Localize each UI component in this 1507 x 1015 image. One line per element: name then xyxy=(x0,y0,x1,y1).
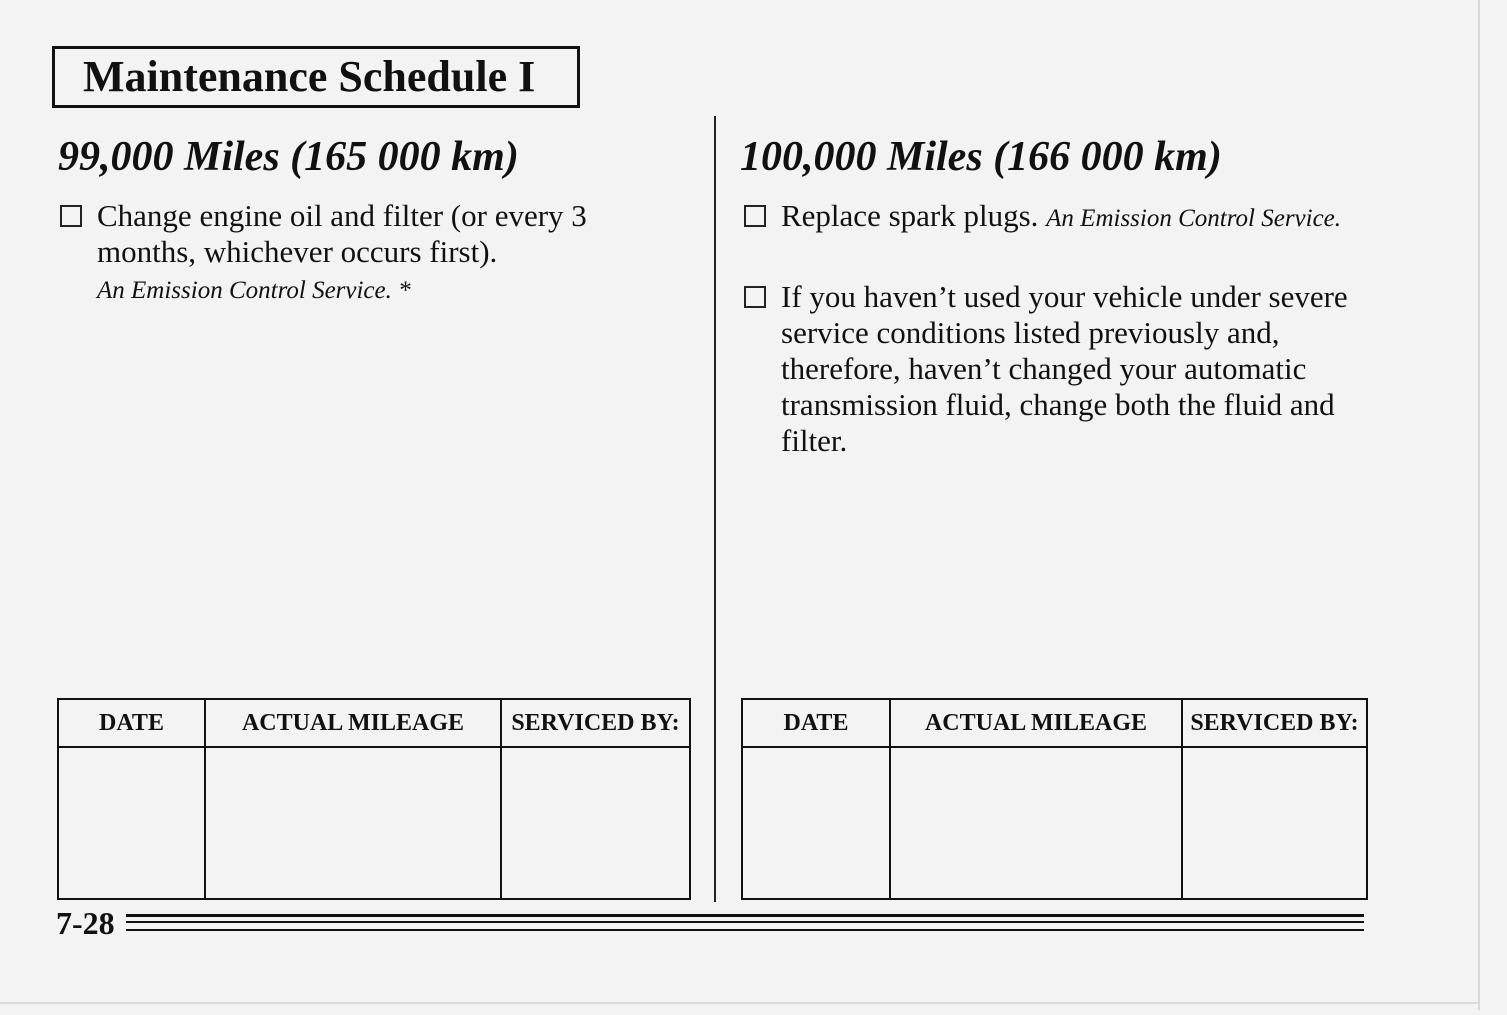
item-note: An Emission Control Service. * xyxy=(97,277,411,304)
footer-rule xyxy=(126,914,1364,917)
column-divider xyxy=(714,116,716,902)
mileage-heading-99000: 99,000 Miles (165 000 km) xyxy=(58,134,519,180)
serviced-by-cell[interactable] xyxy=(501,747,690,899)
checklist-item-spark-plugs xyxy=(744,198,1364,237)
service-log-table-99000 xyxy=(57,698,691,900)
serviced-by-cell[interactable] xyxy=(1182,747,1367,899)
mileage-heading-100000: 100,000 Miles (166 000 km) xyxy=(740,134,1222,180)
mileage-cell[interactable] xyxy=(890,747,1182,899)
page-title: Maintenance Schedule I xyxy=(52,46,580,108)
table-row xyxy=(742,747,1367,899)
table-header-row xyxy=(58,699,690,747)
footer-rule xyxy=(126,929,1364,931)
service-log-table-100000 xyxy=(741,698,1368,900)
mileage-cell[interactable] xyxy=(205,747,501,899)
column-header-actual-mileage: ACTUAL MILEAGE xyxy=(890,699,1182,747)
page-edge-right xyxy=(1478,0,1480,1010)
date-cell[interactable] xyxy=(742,747,890,899)
item-note: An Emission Control Service. xyxy=(1046,205,1342,232)
checkbox-icon[interactable] xyxy=(744,286,766,308)
column-header-serviced-by: SERVICED BY: xyxy=(1182,699,1367,747)
item-text: Replace spark plugs. xyxy=(781,198,1039,233)
date-cell[interactable] xyxy=(58,747,205,899)
checklist-item-oil-change xyxy=(60,198,660,309)
column-header-actual-mileage: ACTUAL MILEAGE xyxy=(205,699,501,747)
item-text: Change engine oil and filter (or every 3 months, whichever occurs first). xyxy=(97,198,587,269)
checklist-item-transmission-fluid xyxy=(744,279,1364,459)
table-row xyxy=(58,747,690,899)
checkbox-icon[interactable] xyxy=(744,205,766,227)
page-edge-bottom xyxy=(0,1002,1480,1004)
item-text: If you haven’t used your vehicle under severe service conditions listed previously and, therefore, haven’t changed your automatic transmission fluid, change both the fluid and filter. xyxy=(781,279,1348,458)
page-number: 7-28 xyxy=(56,905,115,941)
checkbox-icon[interactable] xyxy=(60,205,82,227)
column-header-serviced-by: SERVICED BY: xyxy=(501,699,690,747)
table-header-row xyxy=(742,699,1367,747)
column-header-date: DATE xyxy=(742,699,890,747)
column-header-date: DATE xyxy=(58,699,205,747)
footer-rule xyxy=(126,921,1364,923)
